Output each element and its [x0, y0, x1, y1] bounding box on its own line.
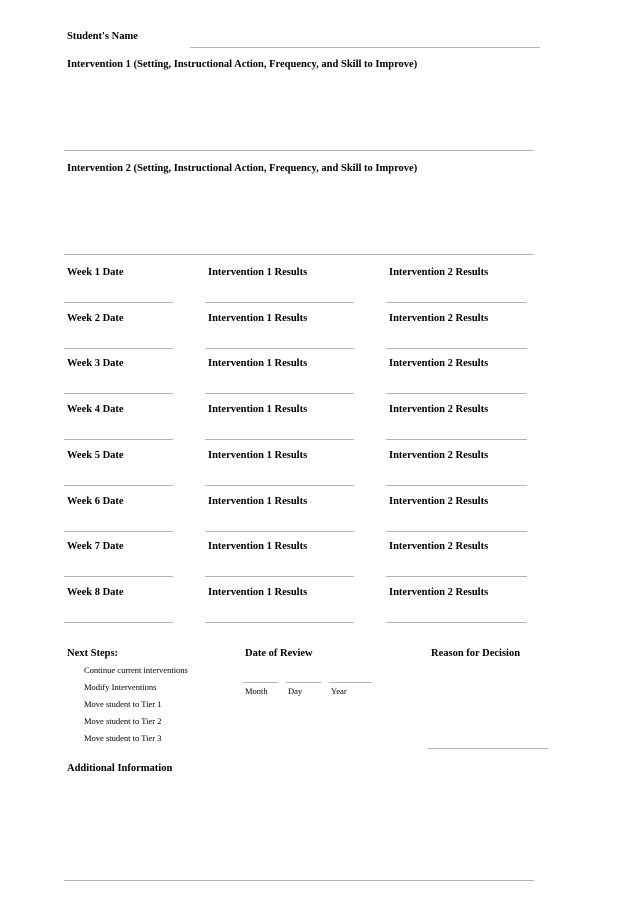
reason-for-decision-field[interactable]: [428, 748, 548, 749]
week-6-intervention1-results-label: Intervention 1 Results: [208, 496, 308, 507]
review-year-field[interactable]: [329, 682, 372, 683]
student-name-label: Student's Name: [67, 31, 138, 42]
reason-for-decision-label: Reason for Decision: [431, 648, 521, 659]
week-4-intervention2-results-field[interactable]: [386, 439, 527, 440]
week-4-intervention1-results-field[interactable]: [205, 439, 354, 440]
week-1-intervention1-results-label: Intervention 1 Results: [208, 267, 308, 278]
week-8-date-label: Week 8 Date: [67, 587, 124, 598]
week-2-intervention1-results-label: Intervention 1 Results: [208, 313, 308, 324]
week-6-date-label: Week 6 Date: [67, 496, 124, 507]
week-3-date-field[interactable]: [64, 393, 173, 394]
week-4-intervention1-results-label: Intervention 1 Results: [208, 404, 308, 415]
week-6-intervention2-results-field[interactable]: [386, 531, 527, 532]
week-2-date-label: Week 2 Date: [67, 313, 124, 324]
next-step-option[interactable]: Modify Interventions: [84, 682, 157, 692]
week-5-date-label: Week 5 Date: [67, 450, 124, 461]
week-8-intervention2-results-field[interactable]: [386, 622, 527, 623]
review-day-field[interactable]: [286, 682, 321, 683]
intervention1-label: Intervention 1 (Setting, Instructional Action, Frequency, and Skill to Improve): [67, 59, 418, 70]
week-3-intervention2-results-label: Intervention 2 Results: [389, 358, 489, 369]
week-1-date-field[interactable]: [64, 302, 173, 303]
week-7-intervention2-results-field[interactable]: [386, 576, 527, 577]
week-3-intervention1-results-label: Intervention 1 Results: [208, 358, 308, 369]
week-4-intervention2-results-label: Intervention 2 Results: [389, 404, 489, 415]
week-8-intervention2-results-label: Intervention 2 Results: [389, 587, 489, 598]
intervention2-label: Intervention 2 (Setting, Instructional Action, Frequency, and Skill to Improve): [67, 163, 418, 174]
week-2-intervention1-results-field[interactable]: [205, 348, 354, 349]
week-1-date-label: Week 1 Date: [67, 267, 124, 278]
week-7-intervention1-results-label: Intervention 1 Results: [208, 541, 308, 552]
additional-info-field[interactable]: [64, 782, 534, 880]
review-month-label: Month: [245, 686, 268, 696]
week-2-intervention2-results-field[interactable]: [386, 348, 527, 349]
week-6-intervention2-results-label: Intervention 2 Results: [389, 496, 489, 507]
next-step-option[interactable]: Move student to Tier 2: [84, 716, 162, 726]
intervention2-underline: [64, 254, 534, 255]
additional-info-label: Additional Information: [67, 763, 173, 774]
review-year-label: Year: [331, 686, 347, 696]
next-steps-label: Next Steps:: [67, 648, 119, 659]
week-3-intervention1-results-field[interactable]: [205, 393, 354, 394]
week-8-intervention1-results-label: Intervention 1 Results: [208, 587, 308, 598]
review-month-field[interactable]: [243, 682, 278, 683]
week-3-intervention2-results-field[interactable]: [386, 393, 527, 394]
student-name-field[interactable]: [190, 47, 540, 48]
review-day-label: Day: [288, 686, 303, 696]
week-3-date-label: Week 3 Date: [67, 358, 124, 369]
week-2-intervention2-results-label: Intervention 2 Results: [389, 313, 489, 324]
week-5-intervention1-results-label: Intervention 1 Results: [208, 450, 308, 461]
intervention1-field[interactable]: [64, 78, 534, 150]
week-4-date-field[interactable]: [64, 439, 173, 440]
week-7-intervention1-results-field[interactable]: [205, 576, 354, 577]
week-7-date-label: Week 7 Date: [67, 541, 124, 552]
week-5-date-field[interactable]: [64, 485, 173, 486]
week-5-intervention2-results-label: Intervention 2 Results: [389, 450, 489, 461]
next-step-option[interactable]: Move student to Tier 1: [84, 699, 162, 709]
week-1-intervention1-results-field[interactable]: [205, 302, 354, 303]
week-1-intervention2-results-field[interactable]: [386, 302, 527, 303]
week-7-intervention2-results-label: Intervention 2 Results: [389, 541, 489, 552]
intervention1-underline: [64, 150, 534, 151]
week-7-date-field[interactable]: [64, 576, 173, 577]
next-step-option[interactable]: Continue current interventions: [84, 665, 188, 675]
intervention2-field[interactable]: [64, 182, 534, 254]
week-6-date-field[interactable]: [64, 531, 173, 532]
week-8-intervention1-results-field[interactable]: [205, 622, 354, 623]
week-5-intervention1-results-field[interactable]: [205, 485, 354, 486]
week-4-date-label: Week 4 Date: [67, 404, 124, 415]
next-step-option[interactable]: Move student to Tier 3: [84, 733, 162, 743]
week-2-date-field[interactable]: [64, 348, 173, 349]
week-8-date-field[interactable]: [64, 622, 173, 623]
date-of-review-label: Date of Review: [245, 648, 313, 659]
additional-info-underline: [64, 880, 534, 881]
week-6-intervention1-results-field[interactable]: [205, 531, 354, 532]
week-5-intervention2-results-field[interactable]: [386, 485, 527, 486]
week-1-intervention2-results-label: Intervention 2 Results: [389, 267, 489, 278]
